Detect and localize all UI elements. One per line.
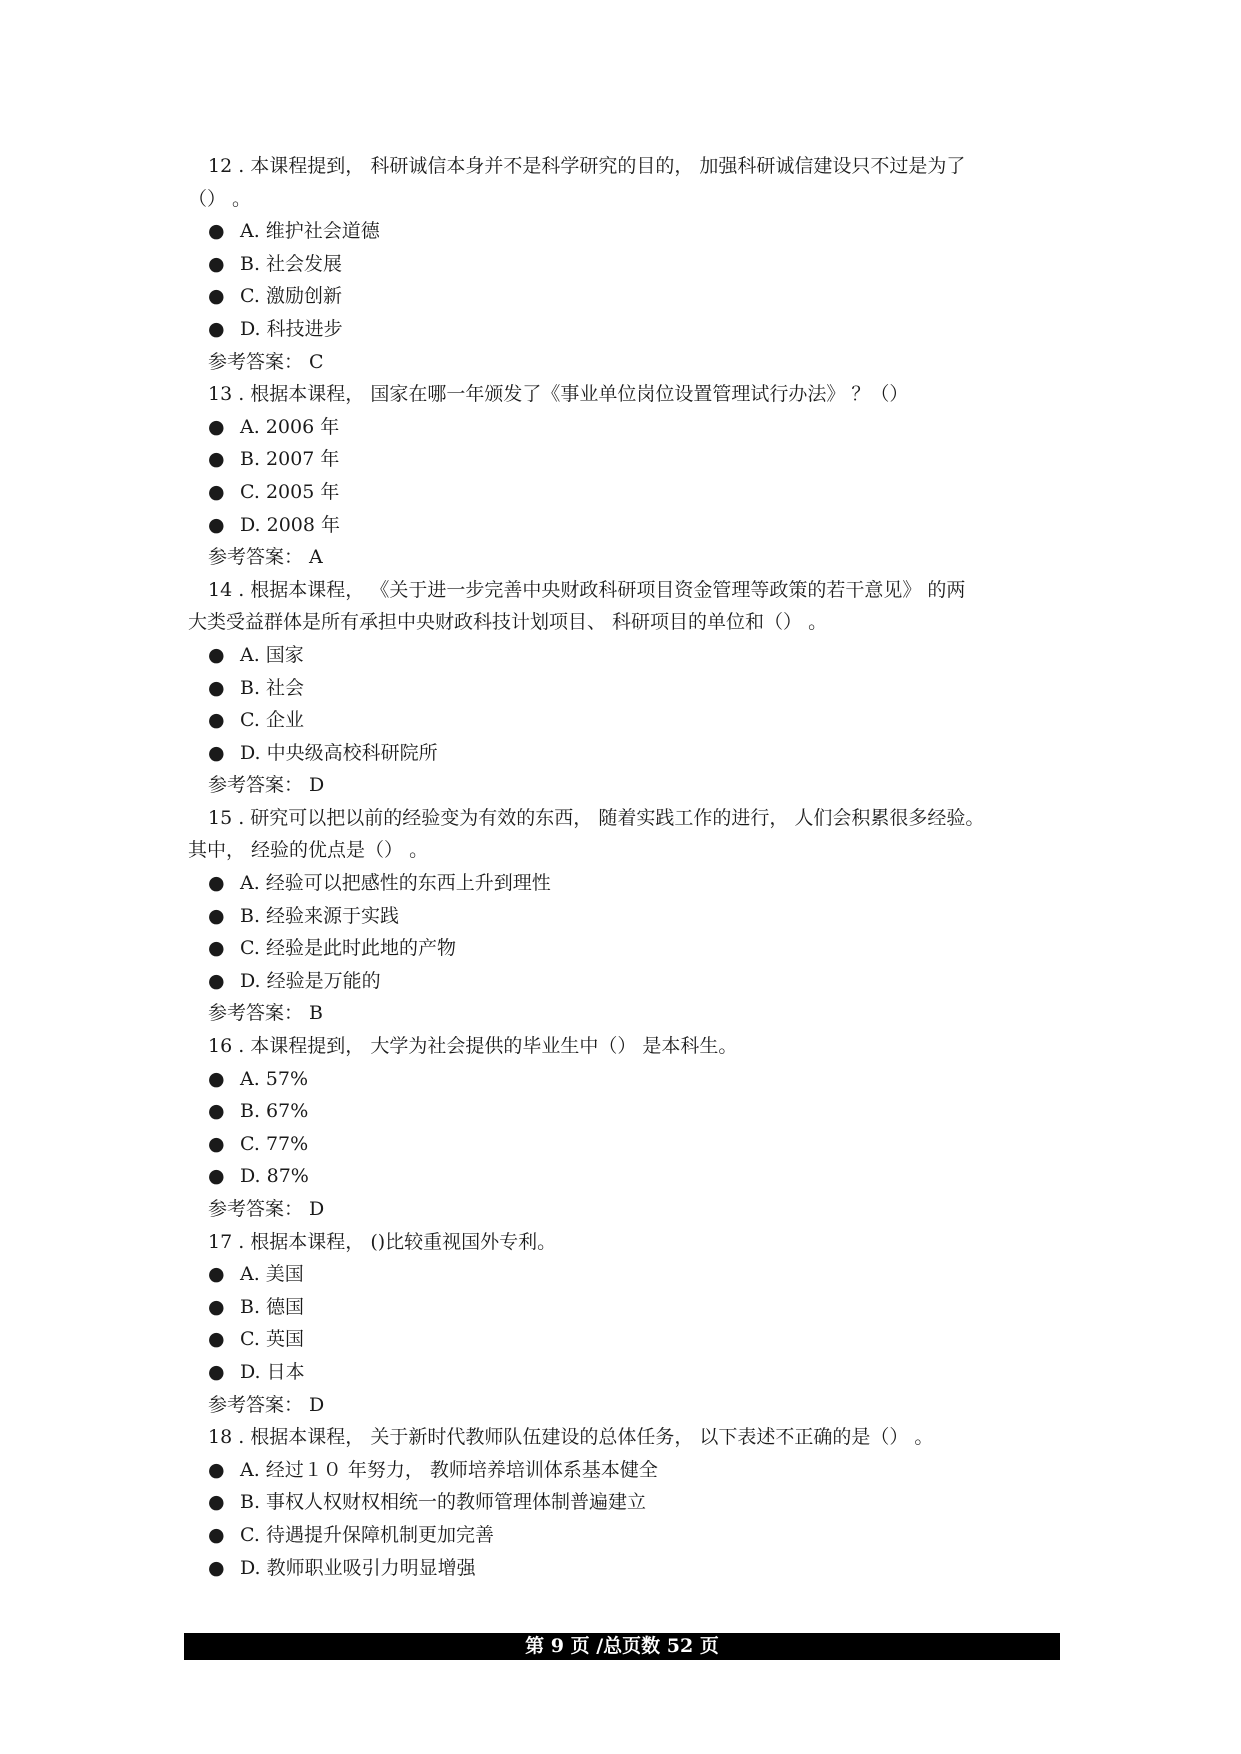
- reference-answer: 参考答案： C: [208, 350, 324, 373]
- option-b: ● B. 社会: [188, 672, 1068, 705]
- bullet-icon: ●: [208, 937, 225, 960]
- question-block: [188, 802, 1068, 1030]
- bullet-icon: ●: [208, 1067, 225, 1090]
- question-block: [188, 1030, 1068, 1226]
- question-text-continued: 大类受益群体是所有承担中央财政科技计划项目、 科研项目的单位和（） 。: [188, 611, 828, 634]
- bullet-icon: ●: [208, 1360, 225, 1383]
- bullet-icon: ●: [208, 415, 225, 438]
- bullet-icon: ●: [208, 1523, 225, 1546]
- bullet-icon: ●: [208, 480, 225, 503]
- option-a: ● A. 经验可以把感性的东西上升到理性: [188, 867, 1068, 900]
- question-text-continued: （） 。: [188, 187, 252, 210]
- option-b: ● B. 社会发展: [188, 248, 1068, 281]
- reference-answer: 参考答案： B: [208, 1002, 324, 1025]
- bullet-icon: ●: [208, 1132, 225, 1155]
- option-c: ● C. 77%: [188, 1128, 1068, 1161]
- question-list: [188, 150, 1068, 1584]
- reference-answer: 参考答案： D: [208, 1198, 325, 1220]
- option-a: ● A. 国家: [188, 639, 1068, 672]
- bullet-icon: ●: [208, 448, 225, 471]
- bullet-icon: ●: [208, 643, 225, 666]
- bullet-icon: ●: [208, 904, 225, 927]
- reference-answer: 参考答案： D: [208, 774, 325, 797]
- bullet-icon: ●: [208, 252, 225, 275]
- bullet-icon: ●: [208, 317, 225, 340]
- bullet-icon: ●: [208, 513, 225, 536]
- option-b: ● B. 67%: [188, 1095, 1068, 1128]
- question-text: 14 . 根据本课程， 《关于进一步完善中央财政科研项目资金管理等政策的若干意见》 的两: [208, 578, 966, 601]
- option-d: ● D. 科技进步: [188, 313, 1068, 346]
- question-text-continued: 其中， 经验的优点是（） 。: [188, 839, 429, 862]
- option-a: ● A. 57%: [188, 1063, 1068, 1096]
- question-block: [188, 1226, 1068, 1422]
- bullet-icon: ●: [208, 709, 225, 732]
- option-d: ● D. 87%: [188, 1160, 1068, 1193]
- option-c: ● C. 2005 年: [188, 476, 1068, 509]
- option-a: ● A. 美国: [188, 1258, 1068, 1291]
- bullet-icon: ●: [208, 872, 225, 895]
- bullet-icon: ●: [208, 1458, 225, 1481]
- option-c: ● C. 英国: [188, 1323, 1068, 1356]
- bullet-icon: ●: [208, 1328, 225, 1351]
- reference-answer: 参考答案： D: [208, 1393, 325, 1416]
- option-d: ● D. 经验是万能的: [188, 965, 1068, 998]
- question-text: 12 . 本课程提到， 科研诚信本身并不是科学研究的目的， 加强科研诚信建设只不过是为了: [208, 155, 966, 177]
- option-b: ● B. 经验来源于实践: [188, 900, 1068, 933]
- bullet-icon: ●: [208, 969, 225, 992]
- question-text: 18 . 根据本课程， 关于新时代教师队伍建设的总体任务， 以下表述不正确的是（） 。: [208, 1426, 934, 1449]
- page-footer: 第 9 页 /总页数 52 页: [184, 1633, 1060, 1660]
- bullet-icon: ●: [208, 1100, 225, 1123]
- bullet-icon: ●: [208, 1491, 225, 1514]
- bullet-icon: ●: [208, 285, 225, 308]
- bullet-icon: ●: [208, 1295, 225, 1318]
- bullet-icon: ●: [208, 1263, 225, 1286]
- option-d: ● D. 日本: [188, 1356, 1068, 1389]
- option-b: ● B. 事权人权财权相统一的教师管理体制普遍建立: [188, 1486, 1068, 1519]
- option-c: ● C. 待遇提升保障机制更加完善: [188, 1519, 1068, 1552]
- bullet-icon: ●: [208, 1556, 225, 1579]
- option-b: ● B. 德国: [188, 1291, 1068, 1324]
- option-c: ● C. 经验是此时此地的产物: [188, 932, 1068, 965]
- option-d: ● D. 教师职业吸引力明显增强: [188, 1552, 1068, 1585]
- question-text: 17 . 根据本课程， ()比较重视国外专利。: [208, 1230, 557, 1253]
- reference-answer: 参考答案： A: [208, 546, 323, 569]
- option-a: ● A. 维护社会道德: [188, 215, 1068, 248]
- question-text: 13 . 根据本课程， 国家在哪一年颁发了《事业单位岗位设置管理试行办法》 ？（）: [208, 383, 909, 406]
- question-block: [188, 1421, 1068, 1584]
- option-c: ● C. 激励创新: [188, 280, 1068, 313]
- bullet-icon: ●: [208, 1165, 225, 1188]
- option-d: ● D. 2008 年: [188, 509, 1068, 542]
- question-text: 16 . 本课程提到， 大学为社会提供的毕业生中（） 是本科生。: [208, 1035, 738, 1058]
- bullet-icon: ●: [208, 220, 225, 243]
- option-a: ● A. 2006 年: [188, 411, 1068, 444]
- question-block: [188, 574, 1068, 802]
- question-text: 15 . 研究可以把以前的经验变为有效的东西， 随着实践工作的进行， 人们会积累很多经验。: [208, 806, 985, 829]
- option-a: ● A. 经过１０ 年努力， 教师培养培训体系基本健全: [188, 1454, 1068, 1487]
- option-c: ● C. 企业: [188, 704, 1068, 737]
- option-b: ● B. 2007 年: [188, 443, 1068, 476]
- question-block: [188, 378, 1068, 574]
- bullet-icon: ●: [208, 741, 225, 764]
- question-block: [188, 150, 1068, 378]
- bullet-icon: ●: [208, 676, 225, 699]
- option-d: ● D. 中央级高校科研院所: [188, 737, 1068, 770]
